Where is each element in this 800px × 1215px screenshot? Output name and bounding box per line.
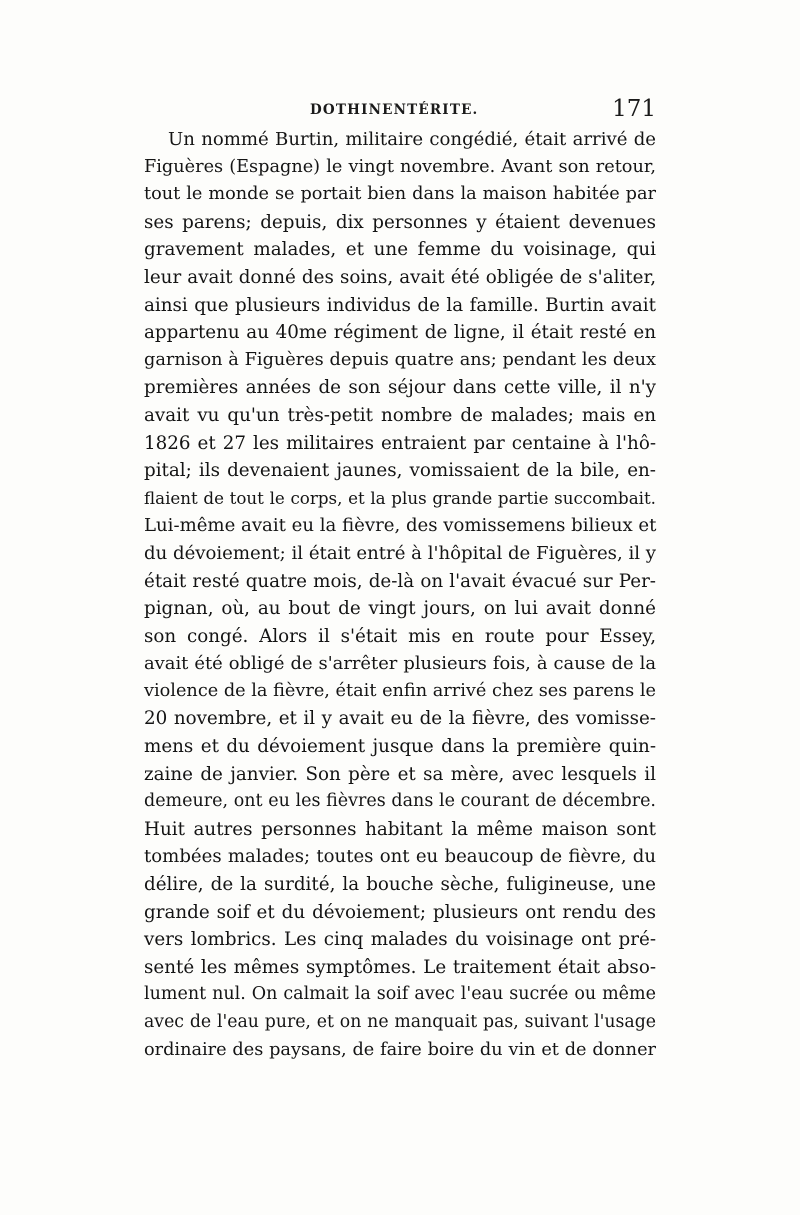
text-line: senté les mêmes symptômes. Le traitement était abso- — [144, 956, 656, 978]
text-line: ainsi que plusieurs individus de la famille. Burtin avait — [144, 294, 656, 316]
text-line: Un nommé Burtin, militaire congédié, était arrivé de — [168, 129, 656, 150]
text-line: 1826 et 27 les militaires entraient par centaine à l'hô- — [144, 432, 656, 454]
text-line: son congé. Alors il s'était mis en route pour Essey, — [144, 625, 656, 647]
text-line: zaine de janvier. Son père et sa mère, avec lesquels il — [144, 763, 656, 785]
text-line: premières années de son séjour dans cette ville, il n'y — [144, 377, 656, 399]
text-line: Lui-même avait eu la fièvre, des vomissemens bilieux et — [144, 515, 657, 537]
running-head: DOTHINENTÉRITE. — [310, 102, 479, 118]
page-header — [140, 96, 660, 124]
text-line: avait été obligé de s'arrêter plusieurs fois, à cause de la — [144, 653, 656, 675]
text-line: avait vu qu'un très-petit nombre de malades; mais en — [144, 404, 656, 426]
text-line: vers lombrics. Les cinq malades du voisinage ont pré- — [144, 929, 656, 951]
text-line: grande soif et du dévoiement; plusieurs ont rendu des — [144, 901, 656, 923]
text-line: ses parens; depuis, dix personnes y étaient devenues — [144, 211, 656, 233]
body-text — [144, 126, 656, 1064]
text-line: demeure, ont eu les fièvres dans le courant de décembre. — [144, 791, 656, 812]
text-line: Figuères (Espagne) le vingt novembre. Avant son retour, — [144, 156, 656, 177]
text-line: flaient de tout le corps, et la plus grande partie succombait. — [144, 487, 656, 508]
text-line: tout le monde se portait bien dans la maison habitée par — [144, 184, 656, 205]
text-line: Huit autres personnes habitant la même maison sont — [144, 818, 656, 840]
text-line: mens et du dévoiement jusque dans la première quin- — [144, 736, 656, 758]
text-line: lument nul. On calmait la soif avec l'eau sucrée ou même — [144, 984, 656, 1005]
text-line: délire, de la surdité, la bouche sèche, fuligineuse, une — [144, 874, 656, 896]
text-line: garnison à Figuères depuis quatre ans; pendant les deux — [144, 349, 656, 370]
page-number: 171 — [612, 96, 656, 122]
text-line: 20 novembre, et il y avait eu de la fièvre, des vomisse- — [144, 708, 656, 730]
text-line: du dévoiement; il était entré à l'hôpital de Figuères, il y — [144, 542, 656, 564]
text-line: était resté quatre mois, de-là on l'avait évacué sur Per- — [144, 570, 656, 592]
text-line: violence de la fièvre, était enfin arrivé chez ses parens le — [144, 680, 656, 701]
text-line: pital; ils devenaient jaunes, vomissaient de la bile, en- — [144, 460, 656, 482]
text-line: pignan, où, au bout de vingt jours, on lui avait donné — [144, 598, 656, 620]
text-line: leur avait donné des soins, avait été obligée de s'aliter, — [144, 266, 656, 288]
text-line: avec de l'eau pure, et on ne manquait pas, suivant l'usage — [144, 1012, 656, 1032]
text-line: gravement malades, et une femme du voisinage, qui — [144, 239, 656, 261]
text-line: appartenu au 40me régiment de ligne, il était resté en — [144, 322, 656, 344]
text-line: tombées malades; toutes ont eu beaucoup de fièvre, du — [144, 846, 656, 868]
text-line: ordinaire des paysans, de faire boire du vin et de donner — [144, 1039, 656, 1060]
